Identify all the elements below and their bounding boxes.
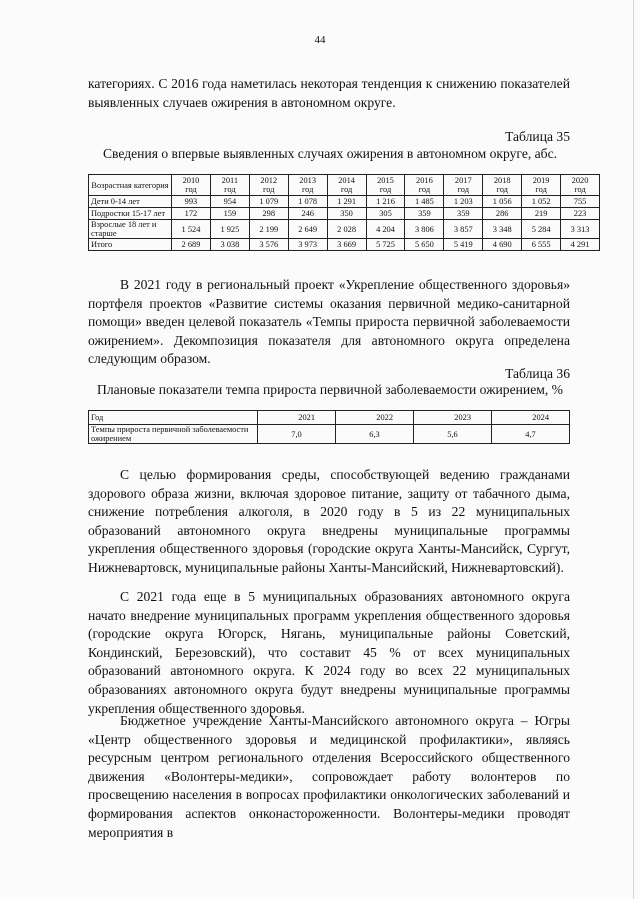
table-35-row-category: Подростки 15-17 лет bbox=[89, 208, 172, 220]
paragraph-1: категориях. С 2016 года наметилась некоторая тенденция к снижению показателей выявленных случаев ожирения в автономном округе. bbox=[88, 76, 570, 110]
year-value: 2017 bbox=[454, 176, 472, 185]
table-cell: 359 bbox=[405, 208, 444, 220]
year-value: 2019 bbox=[532, 176, 550, 185]
table-35-header-year bbox=[172, 175, 211, 196]
table-cell: 1 079 bbox=[249, 196, 288, 208]
paragraph-5: Бюджетное учреждение Ханты-Мансийского автономного округа – Югры «Центр общественного здоровья и медицинской профилактики», являясь ресурсным центром регионального отделения Всероссийского общественного движения «Волонтеры-медики», сопровождает работу волонтеров по просвещению населения в вопросах профилактики онкологических заболеваний и формирования аспектов онконастороженности. Волонтеры-медики проводят мероприятия в bbox=[88, 713, 570, 840]
table-cell: 3 973 bbox=[288, 239, 327, 251]
year-word: год bbox=[457, 185, 470, 194]
year-word: год bbox=[496, 185, 508, 194]
table-cell: 1 925 bbox=[210, 220, 249, 239]
year-value: 2020 bbox=[571, 176, 589, 185]
page-edge-line bbox=[633, 0, 634, 899]
table-row bbox=[89, 220, 600, 239]
table-cell: 3 038 bbox=[210, 239, 249, 251]
table-cell: 1 203 bbox=[444, 196, 483, 208]
table-cell: 298 bbox=[249, 208, 288, 220]
year-word: год bbox=[418, 185, 431, 194]
table-cell: 305 bbox=[366, 208, 405, 220]
table-cell: 5 284 bbox=[522, 220, 561, 239]
table-35 bbox=[88, 174, 600, 251]
paragraph-4: С 2021 года еще в 5 муниципальных образованиях автономного округа начато внедрение муниципальных программ укрепления общественного здоровья (городские округа Югорск, Нягань, муниципальные районы Советский, Кондинский, Березовский), что составит 45 % от всех муниципальных образований автономного округа. К 2024 году во всех 22 муниципальных образованиях автономного округа будут внедрены муниципальные программы укрепления общественного здоровья. bbox=[88, 589, 570, 716]
table-cell: 246 bbox=[288, 208, 327, 220]
table-cell: 3 313 bbox=[561, 220, 600, 239]
year-value: 2010 bbox=[182, 176, 200, 185]
table-36-data-row bbox=[89, 425, 570, 444]
table-36-header-row bbox=[89, 411, 570, 425]
table-cell: 6,3 bbox=[336, 425, 414, 444]
table-cell: 993 bbox=[172, 196, 211, 208]
year-value: 2015 bbox=[377, 176, 394, 185]
table-cell: 5 725 bbox=[366, 239, 405, 251]
table-35-row-category: Дети 0-14 лет bbox=[89, 196, 172, 208]
table-35-header-year bbox=[249, 175, 288, 196]
table-cell: 359 bbox=[444, 208, 483, 220]
year-word: год bbox=[535, 185, 547, 194]
table-35-header-year bbox=[288, 175, 327, 196]
year-word: год bbox=[263, 185, 275, 194]
table-row bbox=[89, 196, 600, 208]
table-35-row-category: Взрослые 18 лет и старше bbox=[89, 220, 172, 239]
table-cell: 3 669 bbox=[327, 239, 366, 251]
table-cell: 2 028 bbox=[327, 220, 366, 239]
year-value: 2014 bbox=[338, 176, 355, 185]
table-35-header-year bbox=[522, 175, 561, 196]
table-36-label: Таблица 36 bbox=[505, 366, 570, 381]
table-36-header-year: 2023 bbox=[414, 411, 492, 425]
paragraph-3: С целью формирования среды, способствующей ведению гражданами здорового образа жизни, включая здоровое питание, защиту от табачного дыма, снижение потребления алкоголя, в 2020 году в 5 из 22 муниципальных образований автономного округа внедрены муниципальные программы укрепления общественного здоровья (городские округа Ханты-Мансийск, Сургут, Нижневартовск, муниципальные районы Ханты-Мансийский, Нижневартовский). bbox=[88, 467, 570, 575]
year-word: год bbox=[224, 185, 236, 194]
table-cell: 755 bbox=[561, 196, 600, 208]
page-number: 44 bbox=[314, 34, 326, 46]
table-35-label: Таблица 35 bbox=[505, 129, 570, 144]
year-word: год bbox=[574, 185, 586, 194]
table-36-row-label: Темпы прироста первичной заболеваемости ожирением bbox=[89, 425, 258, 444]
year-value: 2013 bbox=[299, 176, 317, 185]
table-35-row-category: Итого bbox=[89, 239, 172, 251]
table-cell: 1 216 bbox=[366, 196, 405, 208]
table-cell: 2 689 bbox=[172, 239, 211, 251]
year-word: год bbox=[340, 185, 353, 194]
table-cell: 5 419 bbox=[444, 239, 483, 251]
table-36 bbox=[88, 410, 570, 444]
table-35-header-year bbox=[483, 175, 522, 196]
table-cell: 1 524 bbox=[172, 220, 211, 239]
table-cell: 3 348 bbox=[483, 220, 522, 239]
table-35-header-row bbox=[89, 175, 600, 196]
year-word: год bbox=[185, 185, 197, 194]
table-35-header-category: Возрастная категория bbox=[89, 175, 172, 196]
table-cell: 350 bbox=[327, 208, 366, 220]
table-cell: 3 806 bbox=[405, 220, 444, 239]
table-cell: 4 690 bbox=[483, 239, 522, 251]
table-cell: 954 bbox=[210, 196, 249, 208]
table-cell: 4 291 bbox=[561, 239, 600, 251]
table-cell: 1 056 bbox=[483, 196, 522, 208]
table-35-header-year bbox=[405, 175, 444, 196]
table-35-header-year bbox=[444, 175, 483, 196]
table-cell: 1 485 bbox=[405, 196, 444, 208]
table-36-header-label: Год bbox=[89, 411, 258, 425]
table-36-header-year: 2024 bbox=[492, 411, 570, 425]
table-36-caption: Плановые показатели темпа прироста первичной заболеваемости ожирением, % bbox=[97, 382, 563, 397]
year-word: год bbox=[301, 185, 314, 194]
year-value: 2018 bbox=[493, 176, 511, 185]
table-cell: 4 204 bbox=[366, 220, 405, 239]
table-cell: 286 bbox=[483, 208, 522, 220]
table-row bbox=[89, 239, 600, 251]
table-cell: 5 650 bbox=[405, 239, 444, 251]
table-cell: 1 078 bbox=[288, 196, 327, 208]
table-35-header-year bbox=[210, 175, 249, 196]
table-cell: 159 bbox=[210, 208, 249, 220]
table-cell: 1 291 bbox=[327, 196, 366, 208]
table-36-header-year: 2022 bbox=[336, 411, 414, 425]
table-cell: 2 649 bbox=[288, 220, 327, 239]
year-value: 2011 bbox=[221, 176, 239, 185]
table-cell: 4,7 bbox=[492, 425, 570, 444]
paragraph-2: В 2021 году в региональный проект «Укрепление общественного здоровья» портфеля проектов «Развитие системы оказания первичной медико-санитарной помощи» введен целевой показатель «Темпы прироста первичной заболеваемости ожирением». Декомпозиция показателя для автономного округа определена следующим образом. bbox=[88, 277, 570, 367]
table-row bbox=[89, 208, 600, 220]
table-cell: 6 555 bbox=[522, 239, 561, 251]
table-35-header-year bbox=[327, 175, 366, 196]
table-cell: 172 bbox=[172, 208, 211, 220]
table-cell: 3 857 bbox=[444, 220, 483, 239]
year-value: 2016 bbox=[416, 176, 433, 185]
table-35-header-year bbox=[561, 175, 600, 196]
table-cell: 5,6 bbox=[414, 425, 492, 444]
table-cell: 223 bbox=[561, 208, 600, 220]
table-cell: 3 576 bbox=[249, 239, 288, 251]
year-value: 2012 bbox=[260, 176, 278, 185]
year-word: год bbox=[379, 185, 392, 194]
table-35-header-year bbox=[366, 175, 405, 196]
table-cell: 219 bbox=[522, 208, 561, 220]
table-36-header-year: 2021 bbox=[258, 411, 336, 425]
table-35-caption: Сведения о впервые выявленных случаях ожирения в автономном округе, абс. bbox=[102, 146, 558, 161]
table-cell: 7,0 bbox=[258, 425, 336, 444]
table-cell: 1 052 bbox=[522, 196, 561, 208]
table-cell: 2 199 bbox=[249, 220, 288, 239]
